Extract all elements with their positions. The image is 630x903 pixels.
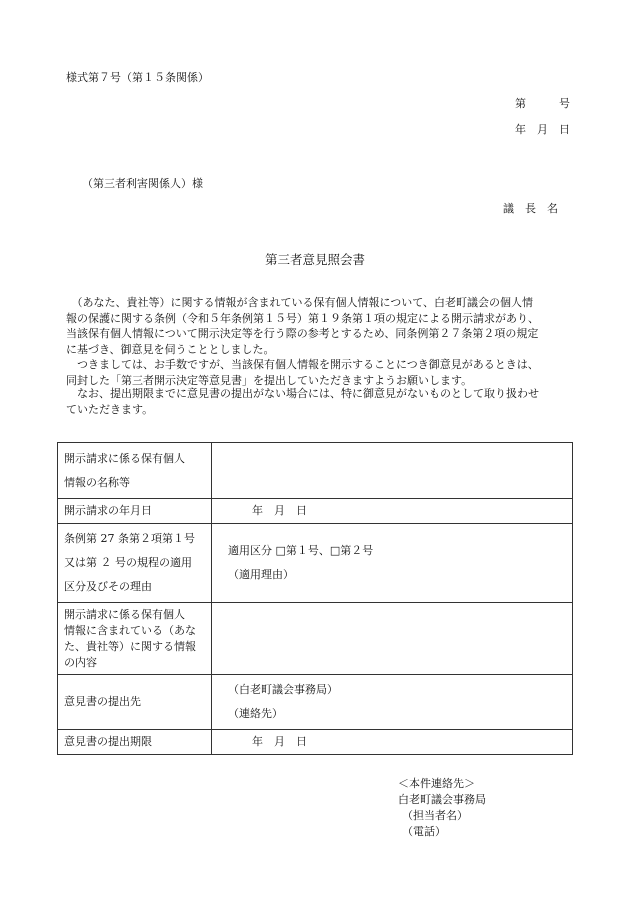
label-submission-destination: 意見書の提出先	[58, 675, 212, 730]
label-submission-deadline: 意見書の提出期限	[58, 730, 212, 755]
value-submission-deadline[interactable]	[212, 730, 573, 755]
body-paragraph-2: つきましては、お手数ですが、当該保有個人情報を開示することにつき御意見があるときは、 同封した「第三者開示決定等意見書」を提出していただきますようお願いします。	[66, 358, 539, 387]
label-line: た、貴社等）に関する情報	[64, 639, 196, 653]
contact-phone: （電話）	[402, 825, 446, 838]
contact-person: （担当者名）	[402, 809, 468, 822]
reason-label: （適用理由）	[228, 568, 294, 581]
category-checkboxes[interactable]: 適用区分 □第１号、□第２号	[228, 544, 374, 557]
value-applicable-category[interactable]	[212, 524, 573, 603]
table-row	[58, 675, 573, 730]
label-line: 開示請求に係る保有個人	[64, 607, 185, 621]
date-text: 年 月 日	[252, 504, 307, 517]
contact-info	[398, 776, 486, 840]
contact-office: 白老町議会事務局	[398, 793, 486, 806]
value-requested-info-name[interactable]	[212, 443, 573, 499]
label-line: 区分及びその理由	[64, 580, 152, 593]
table-row	[58, 499, 573, 524]
value-request-date[interactable]	[212, 499, 573, 524]
table-row	[58, 603, 573, 675]
inquiry-form-table	[57, 442, 573, 755]
addressee: （第三者利害関係人）様	[82, 177, 203, 190]
page-title: 第三者意見照会書	[264, 252, 365, 267]
chairman-name: 議 長 名	[503, 202, 558, 215]
destination-contact: （連絡先）	[228, 707, 283, 720]
document-number: 第 号	[515, 97, 570, 110]
form-number: 様式第７号（第１５条関係）	[66, 71, 209, 84]
label-line: 又は第 ２ 号の規程の適用	[64, 556, 192, 569]
table-row	[58, 443, 573, 499]
destination-office: （白老町議会事務局）	[228, 683, 338, 696]
contact-heading: ＜本件連絡先＞	[398, 777, 475, 790]
value-submission-destination	[212, 675, 573, 730]
body-paragraph-3: なお、提出期限までに意見書の提出がない場合には、特に御意見がないものとして取り扱わせ ていただきます。	[66, 387, 539, 416]
label-requested-info-name	[58, 443, 212, 499]
label-line: 情報の名称等	[64, 475, 130, 489]
label-line: 情報に含まれている（あな	[64, 623, 196, 637]
table-row	[58, 730, 573, 755]
document-date: 年 月 日	[515, 123, 570, 136]
value-info-content[interactable]	[212, 603, 573, 675]
label-line: 開示請求に係る保有個人	[64, 451, 185, 465]
date-text: 年 月 日	[252, 735, 307, 748]
label-line: の内容	[64, 655, 97, 669]
label-line: 条例第 27 条第２項第１号	[64, 532, 195, 545]
label-info-content	[58, 603, 212, 675]
label-applicable-category	[58, 524, 212, 603]
table-row	[58, 524, 573, 603]
body-paragraph-1: （あなた、貴社等）に関する情報が含まれている保有個人情報について、白老町議会の個人情 報の保護に関する条例（令和５年条例第１５号）第１９条第１項の規定による開示請求があり、 当該保有個人情報について開示決定等を行う際の参考とするため、同条例第２７条第２項の規定 に基づき、御意見を伺うこととしました。	[66, 296, 539, 356]
label-request-date: 開示請求の年月日	[58, 499, 212, 524]
